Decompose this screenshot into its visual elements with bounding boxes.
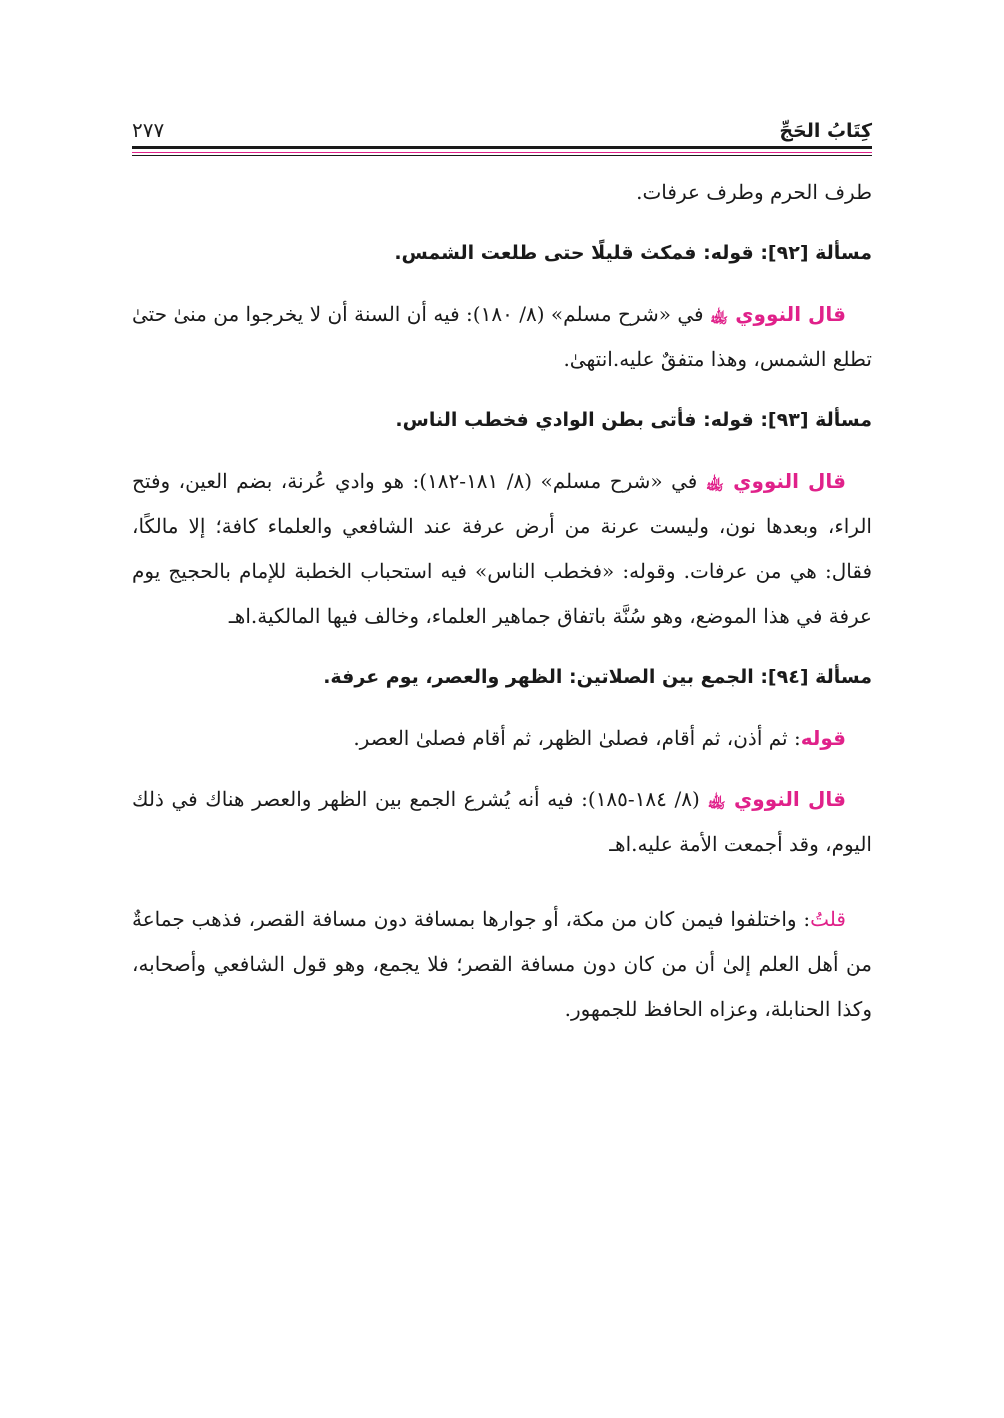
speaker-label: قال النووي ﵀	[705, 469, 846, 493]
paragraph-text: (٨/ ١٨٤-١٨٥): فيه أنه يُشرع الجمع بين الظهر والعصر هناك في ذلك اليوم، وقد أجمعت الأمة عليه.اهـ	[132, 787, 872, 856]
paragraph-author-note	[132, 897, 872, 1032]
paragraph-93	[132, 459, 872, 639]
speaker-label: قوله	[800, 726, 846, 750]
header-rule-thin	[132, 155, 872, 156]
speaker-label: قال النووي ﵀	[709, 302, 846, 326]
question-94-heading: مسألة [٩٤]: الجمع بين الصلاتين: الظهر والعصر، يوم عرفة.	[323, 666, 872, 688]
paragraph-text: : واختلفوا فيمن كان من مكة، أو جوارها بمسافة دون مسافة القصر، فذهب جماعةٌ من أهل العلم إلىٰ أن من كان دون مسافة القصر؛ فلا يجمع، وهو قول الشافعي وأصحابه، وكذا الحنابلة، وعزاه الحافظ للجمهور.	[132, 907, 872, 1021]
question-92-heading: مسألة [٩٢]: قوله: فمكث قليلًا حتى طلعت الشمس.	[394, 242, 872, 264]
speaker-label: قال النووي ﵀	[707, 787, 846, 811]
body-text	[132, 170, 872, 1032]
paragraph-92	[132, 292, 872, 382]
paragraph-continuation: طرف الحرم وطرف عرفات.	[636, 180, 872, 204]
paragraph-text: في «شرح مسلم» (٨/ ١٨١-١٨٢): هو وادي عُرنة، بضم العين، وفتح الراء، وبعدها نون، وليست عرنة من أرض عرفة عند الشافعي والعلماء كافة؛ إلا مالكًا، فقال: هي من عرفات. وقوله: «فخطب الناس» فيه استحباب الخطبة للإمام بالحجيج يوم عرفة في هذا الموضع، وهو سُنَّة باتفاق جماهير العلماء، وخالف فيها المالكية.اهـ	[132, 469, 872, 628]
header-rule-accent	[132, 152, 872, 153]
header-rule-thick	[132, 146, 872, 149]
speaker-label: قلتُ	[810, 907, 846, 931]
running-head	[132, 112, 872, 142]
book-title: كِتَابُ الحَجِّ	[779, 120, 872, 142]
paragraph-94-nawawi	[132, 777, 872, 867]
page	[132, 112, 872, 1048]
paragraph-94-quote	[132, 716, 872, 761]
paragraph-text: في «شرح مسلم» (٨/ ١٨٠): فيه أن السنة أن لا يخرجوا من منىٰ حتىٰ تطلع الشمس، وهذا متفقٌ عليه.انتهىٰ.	[132, 302, 872, 371]
question-93-heading: مسألة [٩٣]: قوله: فأتى بطن الوادي فخطب الناس.	[395, 409, 872, 431]
paragraph-text: : ثم أذن، ثم أقام، فصلىٰ الظهر، ثم أقام فصلىٰ العصر.	[353, 726, 801, 750]
page-number: ٢٧٧	[132, 118, 165, 142]
